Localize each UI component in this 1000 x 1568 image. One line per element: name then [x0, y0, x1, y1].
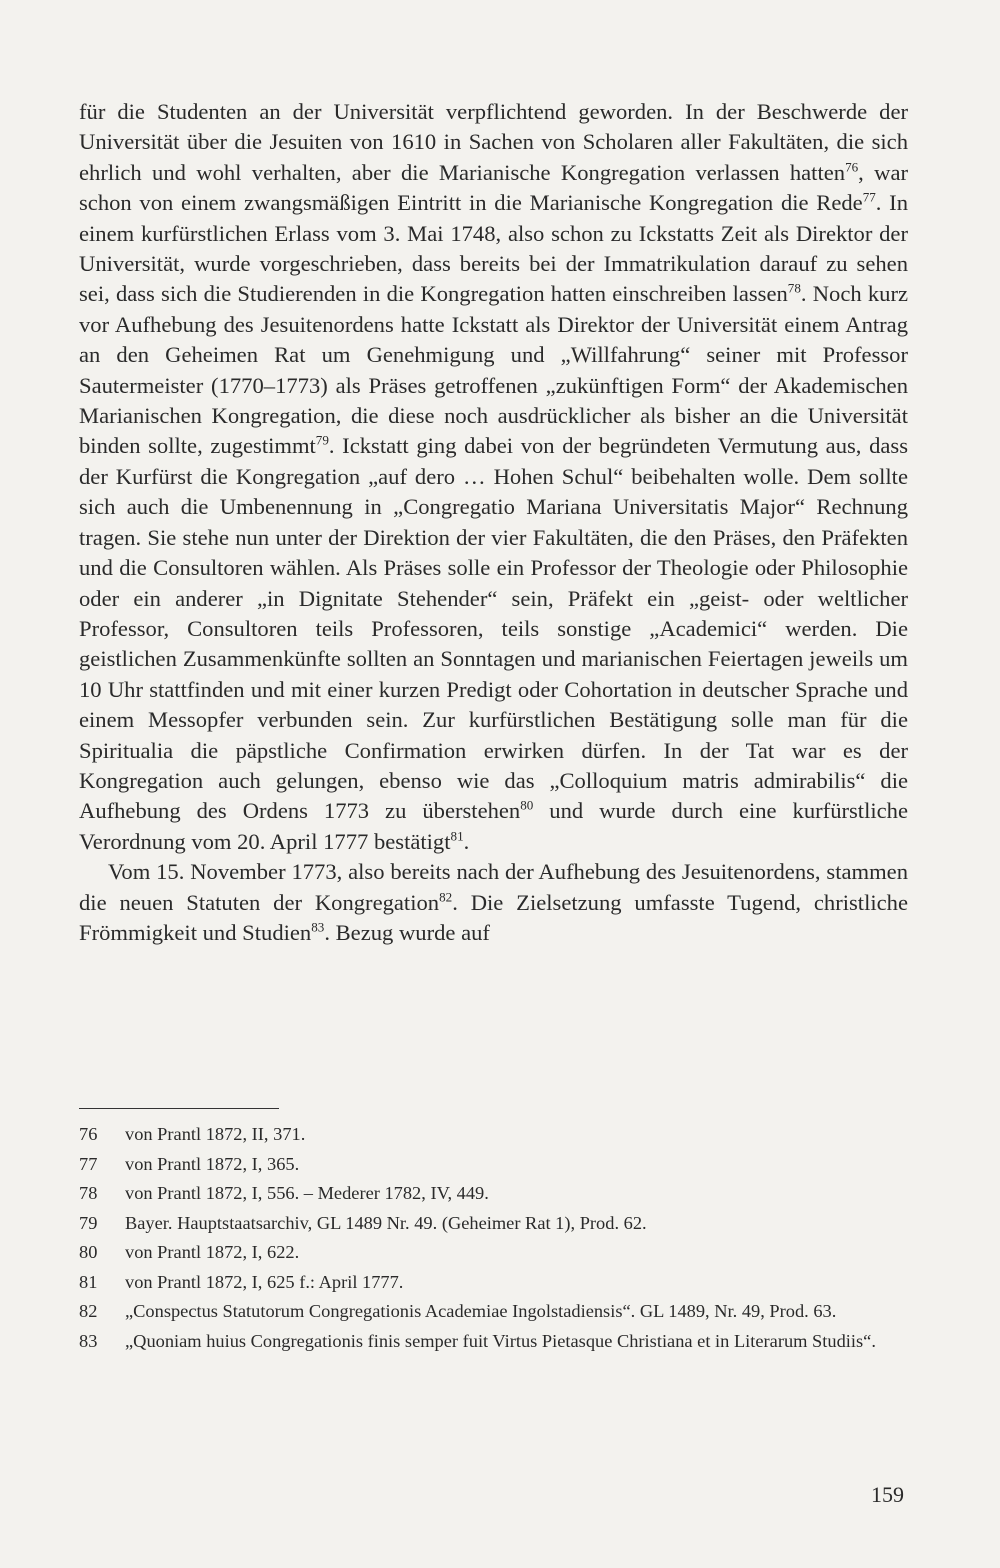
- footnote: [79, 1301, 908, 1323]
- text-run: . Noch kurz vor Aufhebung des Jesuitenordens hatte Ickstatt als Direktor der Universität einem Antrag an den Geheimen Rat um Genehmigung und „Willfahrung“ seiner mit Professor Sautermeister (1770–1773) als Präses getroffenen „zukünftigen Form“ der Akademischen Marianischen Kongregation, die diese noch ausdrücklicher als bisher an die Universität binden sollte, zugestimmt: [79, 281, 909, 459]
- footnote-number: 82: [79, 1301, 98, 1321]
- footnote-text: „Quoniam huius Congregationis finis semper fuit Virtus Pietasque Christiana et in Literarum Studiis“.: [125, 1330, 876, 1351]
- footnote-text: von Prantl 1872, II, 371.: [125, 1124, 306, 1144]
- text-run: . In einem kurfürstlichen Erlass vom 3. Mai 1748, also schon zu Ickstatts Zeit als Direktor der Universität, wurde vorgeschrieben, dass bereits bei der Immatrikulation darauf zu sehen sei, dass sich die Studierenden in die Kongregation hatten einschreiben lassen: [79, 190, 908, 307]
- footnote-number: 77: [79, 1153, 98, 1174]
- footnote-number: 83: [79, 1330, 98, 1351]
- footnote: [79, 1124, 908, 1146]
- footnote-text: „Conspectus Statutorum Congregationis Academiae Ingolstadiensis“. GL 1489, Nr. 49, Prod. 63.: [125, 1301, 837, 1321]
- footnote: [79, 1272, 908, 1294]
- footnote-ref: 82: [439, 889, 453, 905]
- footnote: [79, 1331, 908, 1353]
- footnote: [79, 1242, 908, 1264]
- footnote-ref: 80: [520, 797, 534, 813]
- paragraph: [79, 857, 908, 948]
- paragraph: [79, 97, 908, 857]
- footnotes-section: [79, 1124, 908, 1360]
- footnote-text: von Prantl 1872, I, 622.: [125, 1242, 300, 1262]
- footnote-ref: 83: [311, 919, 325, 935]
- footnote-number: 78: [79, 1183, 98, 1203]
- footnote-text: von Prantl 1872, I, 625 f.: April 1777.: [125, 1271, 404, 1292]
- footnote-ref: 81: [450, 828, 464, 844]
- footnote-ref: 79: [315, 432, 329, 448]
- footnote: [79, 1213, 908, 1235]
- footnote-separator: [79, 1108, 279, 1109]
- footnote-text: von Prantl 1872, I, 365.: [125, 1153, 300, 1174]
- text-run: , war schon von einem zwangsmäßigen Eintritt in die Marianische Kongregation die Rede: [79, 159, 908, 216]
- footnote: [79, 1183, 908, 1205]
- footnote-number: 81: [79, 1271, 98, 1292]
- text-run: . Bezug wurde auf: [324, 919, 490, 945]
- text-run: . Die Zielsetzung umfasste Tugend, christliche Frömmigkeit und Studien: [79, 889, 908, 945]
- footnote-ref: 76: [845, 159, 859, 175]
- footnote-number: 76: [79, 1124, 98, 1144]
- text-run: Vom 15. November 1773, also bereits nach der Aufhebung des Jesuitenordens, stammen die neuen Statuten der Kongregation: [79, 859, 908, 915]
- page-number: 159: [871, 1482, 904, 1507]
- footnote-text: von Prantl 1872, I, 556. – Mederer 1782, IV, 449.: [125, 1183, 489, 1203]
- footnote-text: Bayer. Hauptstaatsarchiv, GL 1489 Nr. 49. (Geheimer Rat 1), Prod. 62.: [125, 1212, 647, 1233]
- footnote-number: 79: [79, 1212, 98, 1233]
- main-text: [79, 97, 908, 948]
- text-run: und wurde durch eine kurfürstliche Verordnung vom 20. April 1777 bestätigt: [79, 798, 908, 854]
- footnote-number: 80: [79, 1242, 98, 1262]
- footnote-ref: 77: [862, 189, 876, 205]
- text-run: .: [463, 828, 470, 854]
- text-run: für die Studenten an der Universität verpflichtend geworden. In der Beschwerde der Universität über die Jesuiten von 1610 in Sachen von Scholaren aller Fakultäten, die sich ehrlich und wohl verhalten, aber die Marianische Kongregation verlassen hatten: [79, 99, 908, 185]
- footnote-ref: 78: [787, 280, 801, 296]
- footnote: [79, 1154, 908, 1176]
- text-run: . Ickstatt ging dabei von der begründeten Vermutung aus, dass der Kurfürst die Kongregation „auf dero … Hohen Schul“ beibehalten wolle. Dem sollte sich auch die Umbenennung in „Congregatio Mariana Universitatis Major“ Rechnung tragen. Sie stehe nun unter der Direktion der vier Fakultäten, die den Präses, den Präfekten und die Consultoren wählen. Als Präses solle ein Professor der Theologie oder Philosophie oder ein anderer „in Dignitate Stehender“ sein, Präfekt ein „geist- oder weltlicher Professor, Consultoren teils Professoren, teils sonstige „Academici“ werden. Die geistlichen Zusammenkünfte sollten an Sonntagen und marianischen Feiertagen jeweils um 10 Uhr stattfinden und mit einer kurzen Predigt oder Cohortation in deutscher Sprache und einem Messopfer verbunden sein. Zur kurfürstlichen Bestätigung solle man für die Spiritualia die päpstliche Confirmation erwirken dürfen. In der Tat war es der Kongregation auch gelungen, ebenso wie das „Colloquium matris admirabilis“ die Aufhebung des Ordens 1773 zu überstehen: [79, 433, 908, 824]
